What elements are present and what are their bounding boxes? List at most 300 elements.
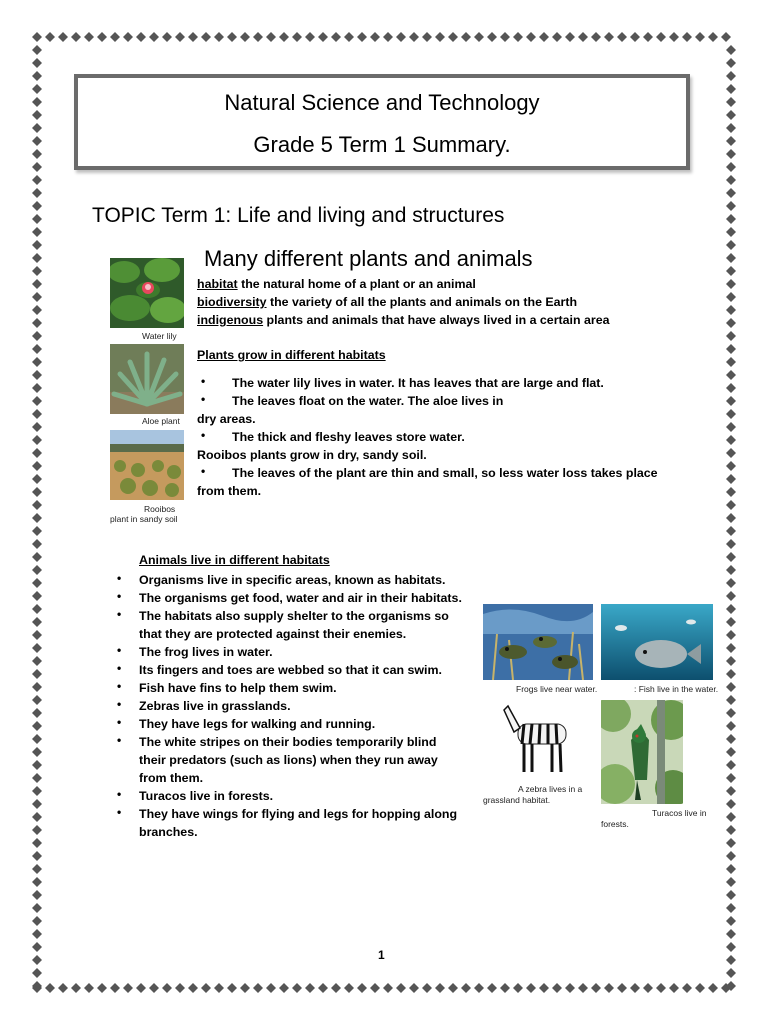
animals-line: Organisms live in specific areas, known as habitats. xyxy=(139,573,446,587)
border-diamond xyxy=(32,383,42,393)
border-diamond xyxy=(513,983,523,993)
border-diamond xyxy=(32,864,42,874)
bullet: • xyxy=(117,571,122,585)
border-diamond xyxy=(487,32,497,42)
bullet: • xyxy=(117,787,122,801)
border-diamond xyxy=(32,734,42,744)
border-diamond xyxy=(32,773,42,783)
border-diamond xyxy=(253,983,263,993)
border-diamond xyxy=(32,123,42,133)
border-diamond xyxy=(565,983,575,993)
border-diamond xyxy=(591,983,601,993)
border-diamond xyxy=(726,422,736,432)
border-diamond xyxy=(726,500,736,510)
bullet: • xyxy=(201,464,206,478)
border-diamond xyxy=(726,188,736,198)
plants-line: Rooibos plants grow in dry, sandy soil. xyxy=(197,448,427,462)
animals-line: The frog lives in water. xyxy=(139,645,273,659)
zebra-caption-2: grassland habitat. xyxy=(483,795,551,805)
border-diamond xyxy=(682,32,692,42)
border-diamond xyxy=(726,58,736,68)
border-diamond xyxy=(604,983,614,993)
border-diamond xyxy=(708,983,718,993)
bullet: • xyxy=(201,392,206,406)
border-diamond xyxy=(32,877,42,887)
page-number: 1 xyxy=(378,948,385,962)
border-diamond xyxy=(32,708,42,718)
border-diamond xyxy=(708,32,718,42)
aloe-plant-image xyxy=(110,344,184,414)
border-diamond xyxy=(695,32,705,42)
border-diamond xyxy=(32,682,42,692)
border-diamond xyxy=(84,32,94,42)
border-diamond xyxy=(721,32,731,42)
border-diamond xyxy=(32,474,42,484)
title-box xyxy=(74,74,690,170)
border-diamond xyxy=(643,32,653,42)
border-diamond xyxy=(32,344,42,354)
title-line-2: Grade 5 Term 1 Summary. xyxy=(253,132,511,157)
border-diamond xyxy=(726,110,736,120)
border-diamond xyxy=(539,32,549,42)
plants-line: The leaves of the plant are thin and small, so less water loss takes place xyxy=(232,466,658,480)
border-diamond xyxy=(32,331,42,341)
border-diamond xyxy=(227,32,237,42)
border-diamond xyxy=(617,32,627,42)
border-diamond xyxy=(643,983,653,993)
border-diamond xyxy=(32,214,42,224)
border-diamond xyxy=(318,32,328,42)
border-diamond xyxy=(726,162,736,172)
animals-line: branches. xyxy=(139,825,198,839)
border-diamond xyxy=(32,396,42,406)
border-diamond xyxy=(726,630,736,640)
definition-biodiversity xyxy=(197,293,577,311)
border-diamond xyxy=(149,32,159,42)
border-diamond xyxy=(32,617,42,627)
plants-line: The water lily lives in water. It has leaves that are large and flat. xyxy=(232,376,604,390)
border-diamond xyxy=(726,734,736,744)
border-diamond xyxy=(682,983,692,993)
border-diamond xyxy=(32,500,42,510)
section-subtitle: Many different plants and animals xyxy=(204,246,533,271)
zebra-caption-1: A zebra lives in a xyxy=(518,784,583,794)
plants-line: dry areas. xyxy=(197,412,256,426)
border-diamond xyxy=(32,890,42,900)
border-diamond xyxy=(726,799,736,809)
border-diamond xyxy=(726,253,736,263)
animals-line: Turacos live in forests. xyxy=(139,789,274,803)
animals-heading: Animals live in different habitats xyxy=(139,553,330,567)
border-diamond xyxy=(487,983,497,993)
border-diamond xyxy=(32,955,42,965)
border-diamond xyxy=(188,32,198,42)
border-diamond xyxy=(45,32,55,42)
border-diamond xyxy=(726,149,736,159)
border-diamond xyxy=(726,708,736,718)
border-diamond xyxy=(726,513,736,523)
border-diamond xyxy=(604,32,614,42)
border-diamond xyxy=(565,32,575,42)
border-diamond xyxy=(726,435,736,445)
fish-image xyxy=(601,604,713,680)
aloe-caption: Aloe plant xyxy=(142,416,180,426)
frogs-caption: Frogs live near water. xyxy=(516,684,598,694)
bullet: • xyxy=(117,607,122,621)
border-diamond xyxy=(71,983,81,993)
border-diamond xyxy=(500,983,510,993)
border-diamond xyxy=(726,916,736,926)
border-diamond xyxy=(188,983,198,993)
definition-text: the natural home of a plant or an animal xyxy=(237,277,476,291)
water-lily-caption: Water lily xyxy=(142,331,177,341)
border-diamond xyxy=(474,983,484,993)
border-diamond xyxy=(331,983,341,993)
border-diamond xyxy=(305,983,315,993)
border-diamond xyxy=(136,32,146,42)
plants-line: The leaves float on the water. The aloe lives in xyxy=(232,394,504,408)
animals-line: They have wings for flying and legs for hopping along xyxy=(139,807,458,821)
definition-habitat xyxy=(197,275,476,293)
border-diamond xyxy=(32,630,42,640)
rooibos-caption-2: plant in sandy soil xyxy=(110,514,178,524)
border-diamond xyxy=(32,760,42,770)
border-diamond xyxy=(214,983,224,993)
border-diamond xyxy=(726,942,736,952)
border-diamond xyxy=(726,552,736,562)
border-diamond xyxy=(461,32,471,42)
border-diamond xyxy=(726,929,736,939)
bullet: • xyxy=(117,589,122,603)
border-diamond xyxy=(136,983,146,993)
border-diamond xyxy=(448,32,458,42)
border-diamond xyxy=(726,461,736,471)
border-diamond xyxy=(32,669,42,679)
border-diamond xyxy=(726,227,736,237)
border-diamond xyxy=(32,487,42,497)
plants-line: The thick and fleshy leaves store water. xyxy=(232,430,465,444)
bullet: • xyxy=(117,643,122,657)
border-diamond xyxy=(669,32,679,42)
border-diamond xyxy=(32,838,42,848)
border-diamond xyxy=(726,656,736,666)
animals-line: Its fingers and toes are webbed so that it can swim. xyxy=(139,663,442,677)
border-diamond xyxy=(32,812,42,822)
title-line-1: Natural Science and Technology xyxy=(224,90,540,115)
border-diamond xyxy=(539,983,549,993)
border-diamond xyxy=(266,32,276,42)
border-diamond xyxy=(344,983,354,993)
border-diamond xyxy=(726,214,736,224)
border-diamond xyxy=(448,983,458,993)
term: biodiversity xyxy=(197,295,267,309)
border-diamond xyxy=(32,292,42,302)
border-diamond xyxy=(370,32,380,42)
border-diamond xyxy=(726,747,736,757)
border-diamond xyxy=(726,695,736,705)
border-diamond xyxy=(32,253,42,263)
border-diamond xyxy=(726,396,736,406)
border-diamond xyxy=(726,812,736,822)
border-diamond xyxy=(726,344,736,354)
border-diamond xyxy=(726,786,736,796)
border-diamond xyxy=(123,32,133,42)
border-diamond xyxy=(32,721,42,731)
border-diamond xyxy=(32,461,42,471)
animals-line: their predators (such as lions) when they run away xyxy=(139,753,438,767)
border-diamond xyxy=(32,747,42,757)
border-diamond xyxy=(726,825,736,835)
border-diamond xyxy=(726,669,736,679)
border-diamond xyxy=(726,955,736,965)
border-diamond xyxy=(526,32,536,42)
border-diamond xyxy=(32,162,42,172)
border-diamond xyxy=(32,643,42,653)
border-diamond xyxy=(578,983,588,993)
border-diamond xyxy=(552,32,562,42)
border-diamond xyxy=(45,983,55,993)
border-diamond xyxy=(726,71,736,81)
border-diamond xyxy=(32,32,42,42)
term: habitat xyxy=(197,277,238,291)
fish-caption: : Fish live in the water. xyxy=(634,684,719,694)
border-diamond xyxy=(726,331,736,341)
border-diamond xyxy=(726,526,736,536)
border-diamond xyxy=(526,983,536,993)
border-diamond xyxy=(32,929,42,939)
border-diamond xyxy=(630,983,640,993)
border-diamond xyxy=(726,383,736,393)
border-diamond xyxy=(32,45,42,55)
topic-heading: TOPIC Term 1: Life and living and structures xyxy=(92,204,505,227)
border-diamond xyxy=(726,851,736,861)
border-diamond xyxy=(726,370,736,380)
border-diamond xyxy=(32,370,42,380)
border-diamond xyxy=(32,422,42,432)
border-diamond xyxy=(110,32,120,42)
border-diamond xyxy=(726,838,736,848)
border-diamond xyxy=(279,983,289,993)
border-diamond xyxy=(500,32,510,42)
border-diamond xyxy=(726,409,736,419)
border-diamond xyxy=(32,799,42,809)
border-diamond xyxy=(32,565,42,575)
animals-line: The organisms get food, water and air in their habitats. xyxy=(139,591,462,605)
border-diamond xyxy=(331,32,341,42)
bullet: • xyxy=(117,733,122,747)
border-diamond xyxy=(726,97,736,107)
border-diamond xyxy=(32,656,42,666)
border-diamond xyxy=(726,604,736,614)
border-diamond xyxy=(32,149,42,159)
border-diamond xyxy=(656,983,666,993)
frogs-image xyxy=(483,604,593,680)
border-diamond xyxy=(726,643,736,653)
term: indigenous xyxy=(197,313,264,327)
border-diamond xyxy=(669,983,679,993)
border-diamond xyxy=(32,825,42,835)
border-diamond xyxy=(357,32,367,42)
border-diamond xyxy=(305,32,315,42)
plants-line: from them. xyxy=(197,484,262,498)
border-diamond xyxy=(726,565,736,575)
border-diamond xyxy=(97,983,107,993)
border-diamond xyxy=(32,851,42,861)
border-diamond xyxy=(726,903,736,913)
border-diamond xyxy=(162,983,172,993)
border-diamond xyxy=(58,983,68,993)
border-diamond xyxy=(383,32,393,42)
animals-line: The white stripes on their bodies temporarily blind xyxy=(139,735,437,749)
border-diamond xyxy=(110,983,120,993)
border-diamond xyxy=(409,32,419,42)
border-diamond xyxy=(32,409,42,419)
border-diamond xyxy=(726,84,736,94)
border-diamond xyxy=(32,604,42,614)
border-diamond xyxy=(292,32,302,42)
border-diamond xyxy=(578,32,588,42)
border-diamond xyxy=(32,578,42,588)
border-diamond xyxy=(726,617,736,627)
border-diamond xyxy=(726,279,736,289)
turaco-image xyxy=(601,700,683,804)
border-diamond xyxy=(175,32,185,42)
border-diamond xyxy=(32,318,42,328)
border-diamond xyxy=(32,591,42,601)
border-diamond xyxy=(422,32,432,42)
border-diamond xyxy=(32,279,42,289)
border-diamond xyxy=(396,983,406,993)
border-diamond xyxy=(409,983,419,993)
water-lily-image xyxy=(110,258,184,328)
border-diamond xyxy=(726,760,736,770)
definition-text: plants and animals that have always lived in a certain area xyxy=(263,313,610,327)
border-diamond xyxy=(726,448,736,458)
border-diamond xyxy=(461,983,471,993)
border-diamond xyxy=(726,539,736,549)
border-diamond xyxy=(32,240,42,250)
border-diamond xyxy=(617,983,627,993)
border-diamond xyxy=(435,983,445,993)
border-diamond xyxy=(726,45,736,55)
border-diamond xyxy=(32,552,42,562)
border-diamond xyxy=(474,32,484,42)
border-diamond xyxy=(726,240,736,250)
animals-line: from them. xyxy=(139,771,204,785)
plants-heading: Plants grow in different habitats xyxy=(197,348,386,362)
border-diamond xyxy=(383,983,393,993)
border-diamond xyxy=(552,983,562,993)
border-diamond xyxy=(32,188,42,198)
border-diamond xyxy=(726,318,736,328)
border-diamond xyxy=(32,201,42,211)
border-diamond xyxy=(726,487,736,497)
border-diamond xyxy=(726,578,736,588)
border-diamond xyxy=(32,110,42,120)
bullet: • xyxy=(201,374,206,388)
border-diamond xyxy=(726,266,736,276)
border-diamond xyxy=(370,983,380,993)
border-diamond xyxy=(32,695,42,705)
border-diamond xyxy=(32,513,42,523)
border-diamond xyxy=(32,305,42,315)
border-diamond xyxy=(32,58,42,68)
border-diamond xyxy=(318,983,328,993)
border-diamond xyxy=(726,123,736,133)
animals-line: Fish have fins to help them swim. xyxy=(139,681,337,695)
border-diamond xyxy=(726,968,736,978)
border-diamond xyxy=(32,539,42,549)
border-diamond xyxy=(630,32,640,42)
bullet: • xyxy=(117,697,122,711)
animals-line: The habitats also supply shelter to the organisms so xyxy=(139,609,449,623)
border-diamond xyxy=(656,32,666,42)
definition-indigenous xyxy=(197,311,610,329)
border-diamond xyxy=(396,32,406,42)
border-diamond xyxy=(32,227,42,237)
border-diamond xyxy=(32,968,42,978)
border-diamond xyxy=(726,890,736,900)
border-diamond xyxy=(32,175,42,185)
border-diamond xyxy=(726,357,736,367)
border-diamond xyxy=(123,983,133,993)
border-diamond xyxy=(253,32,263,42)
border-diamond xyxy=(201,983,211,993)
border-diamond xyxy=(97,32,107,42)
border-diamond xyxy=(726,175,736,185)
border-diamond xyxy=(149,983,159,993)
border-diamond xyxy=(32,903,42,913)
border-diamond xyxy=(71,32,81,42)
animals-line: Zebras live in grasslands. xyxy=(139,699,291,713)
border-diamond xyxy=(32,526,42,536)
border-diamond xyxy=(513,32,523,42)
bullet: • xyxy=(201,428,206,442)
border-diamond xyxy=(726,864,736,874)
turaco-caption-1: Turacos live in xyxy=(652,808,707,818)
border-diamond xyxy=(214,32,224,42)
border-diamond xyxy=(32,435,42,445)
border-diamond xyxy=(58,32,68,42)
border-diamond xyxy=(357,983,367,993)
border-diamond xyxy=(726,721,736,731)
border-diamond xyxy=(32,448,42,458)
border-diamond xyxy=(175,983,185,993)
rooibos-caption-1: Rooibos xyxy=(144,504,176,514)
border-diamond xyxy=(279,32,289,42)
rooibos-image xyxy=(110,430,184,500)
bullet: • xyxy=(117,679,122,693)
border-diamond xyxy=(726,682,736,692)
definition-text: the variety of all the plants and animals on the Earth xyxy=(266,295,578,309)
border-diamond xyxy=(344,32,354,42)
border-diamond xyxy=(435,32,445,42)
bullet: • xyxy=(117,805,122,819)
border-diamond xyxy=(32,786,42,796)
turaco-caption-2: forests. xyxy=(601,819,629,829)
border-diamond xyxy=(32,71,42,81)
bullet: • xyxy=(117,715,122,729)
border-diamond xyxy=(266,983,276,993)
border-diamond xyxy=(726,773,736,783)
border-diamond xyxy=(695,983,705,993)
border-diamond xyxy=(422,983,432,993)
border-diamond xyxy=(726,877,736,887)
zebra-image xyxy=(500,700,578,776)
animals-line: that they are protected against their enemies. xyxy=(139,627,407,641)
border-diamond xyxy=(726,591,736,601)
border-diamond xyxy=(84,983,94,993)
